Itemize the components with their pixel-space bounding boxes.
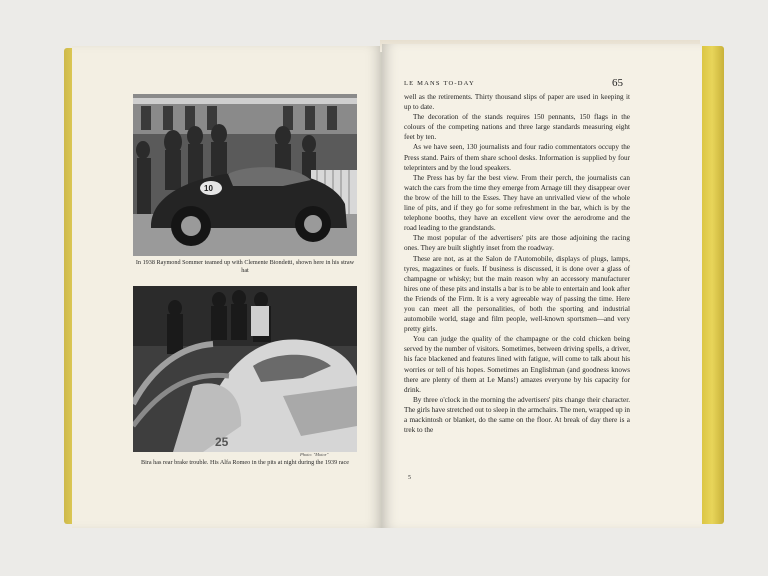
running-head: LE MANS TO-DAY [404, 80, 475, 87]
paragraph: As we have seen, 130 journalists and four radio commentators occupy the Press stand. Pairs of them share school desks. Information is supplied by four teleprinters and by the loud speakers. [404, 143, 630, 172]
body-text [404, 92, 630, 435]
photo-bira-car-drawing [133, 286, 357, 452]
car-number-bottom: 25 [215, 435, 229, 449]
paragraph: These are not, as at the Salon de l'Automobile, displays of plugs, lamps, tyres, magazines or fuels. If business is discussed, it is done over a glass of champagne or whisky; but the main reason why an accessory manufacturer hires one of these pits and installs a bar is to be able to entertain and look after the Friends of the Firm. It is a very agreeable way of passing the time. Here you can meet all the personalities, of both the sporting and industrial automobile world, stage and film people, well-known sportsmen—and very pretty girls. [404, 254, 630, 334]
signature-mark: 5 [408, 475, 411, 481]
car-number-top: 10 [204, 184, 213, 193]
photo-sommer-car-drawing [133, 94, 357, 256]
paragraph: well as the retirements. Thirty thousand slips of paper are used in keeping it up to date. [404, 93, 630, 112]
paragraph: The decoration of the stands requires 150 pennants, 150 flags in the colours of the competing nations and three large standards measuring eight feet by ten. [404, 113, 630, 142]
paragraph: The most popular of the advertisers' pits are those adjoining the racing ones. They are built slightly inset from the roadway. [404, 234, 630, 253]
photo-bira-car [133, 286, 357, 452]
book-cover-right [700, 46, 724, 524]
caption-bottom-photo: Bira has rear brake trouble. His Alfa Romeo in the pits at night during the 1939 race [140, 459, 350, 466]
paragraph: You can judge the quality of the champagne or the cold chicken being served by the number of visitors. Sometimes, between driving spells, a driver, his face blackened and features lined with fatigue, will come to talk about his worries or tell of his hopes. Sometimes an Englishman (and goodness knows there are plenty of them at Le Mans!) amazes everyone by his capacity for drink. [404, 335, 630, 394]
paragraph: By three o'clock in the morning the advertisers' pits change their character. The girls have stretched out to sleep in the armchairs. The men, wrapped up in a mackintosh or blanket, do the same on the floor. At break of day there is a trek to the [404, 395, 630, 435]
caption-top-photo: In 1938 Raymond Sommer teamed up with Clemente Biondetti, shown here in his straw hat [135, 259, 355, 274]
photo-sommer-car [133, 94, 357, 256]
paragraph: The Press has by far the best view. From their perch, the journalists can watch the cars from the time they emerge from Arnage till they disappear over the brow of the hill to the Esses. They have an unrivalled view of the whole line of pits, and if they go for some refreshment in the bar, which is by the telephone booths, they have an excellent view over the aerodrome and the road leading to the grandstands. [404, 173, 630, 233]
photo-credit: Photo: "Motor" [300, 452, 329, 457]
page-number: 65 [612, 77, 623, 89]
